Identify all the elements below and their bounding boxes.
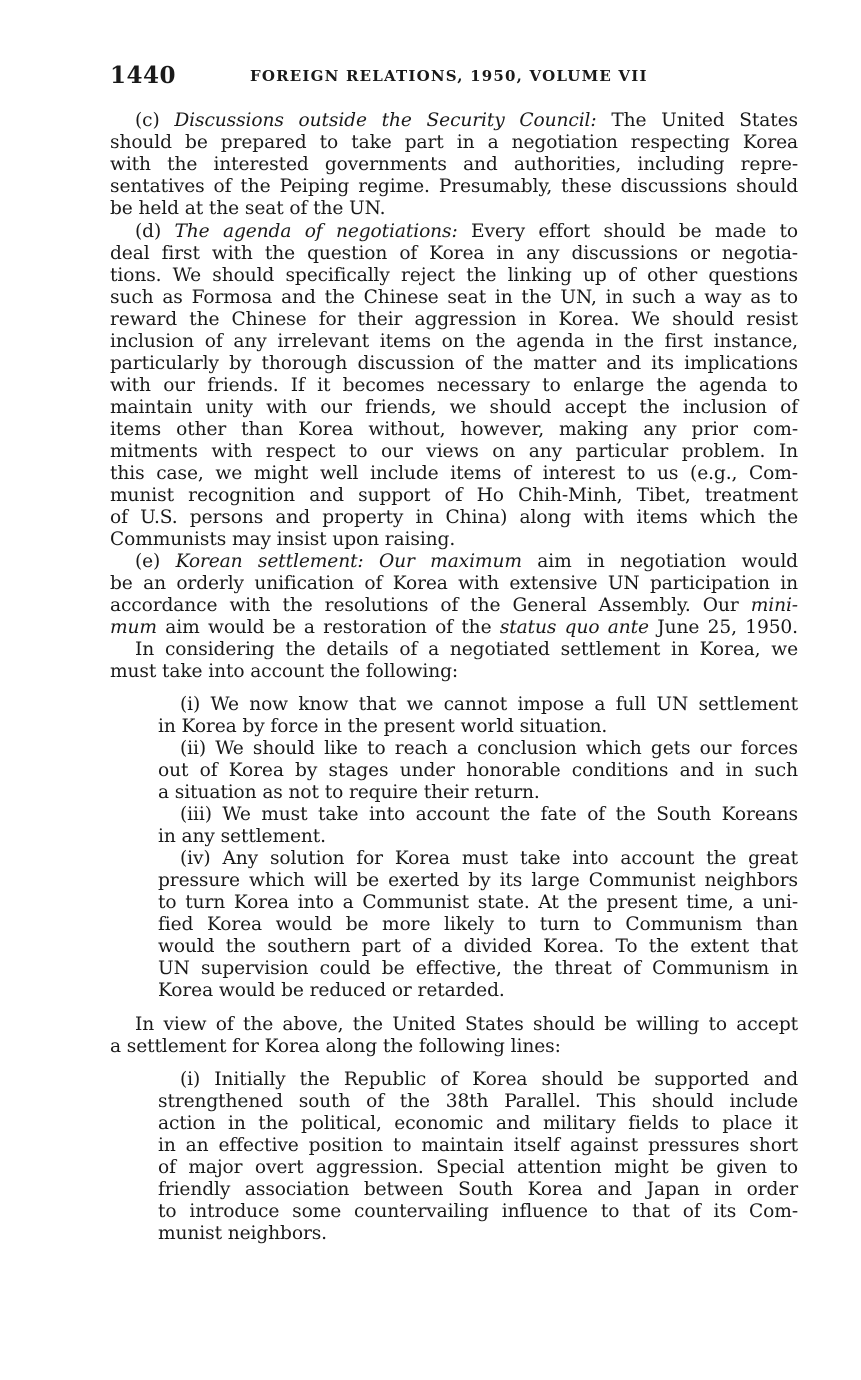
settlement-item-i-line: to introduce some countervailing influence to that of its Com- — [158, 1201, 798, 1222]
paragraph-c-line: sentatives of the Peiping regime. Presumably, these discussions should — [110, 176, 798, 197]
paragraph-c-line: with the interested governments and authorities, including repre- — [110, 154, 798, 175]
sub-item-iii-line: (iii) We must take into account the fate of the South Koreans — [180, 804, 798, 825]
settlement-item-i-line: strengthened south of the 38th Parallel. This should include — [158, 1091, 798, 1112]
sub-item-iv-line: (iv) Any solution for Korea must take into account the great — [180, 848, 798, 869]
sub-item-ii-line: out of Korea by stages under honorable conditions and in such — [158, 760, 798, 781]
paragraph-e-line: In considering the details of a negotiated settlement in Korea, we — [135, 639, 798, 660]
settlement-item-i-line: of major overt aggression. Special attention might be given to — [158, 1157, 798, 1178]
paragraph-e-line: must take into account the following: — [110, 661, 459, 682]
paragraph-d-line: tions. We should specifically reject the linking up of other questions — [110, 265, 798, 286]
paragraph-d-line: this case, we might well include items of interest to us (e.g., Com- — [110, 463, 798, 484]
settlement-item-i-line: in an effective position to maintain itself against pressures short — [158, 1135, 798, 1156]
paragraph-settlement-line: In view of the above, the United States should be willing to accept — [135, 1014, 798, 1035]
sub-item-iv-line: Korea would be reduced or retarded. — [158, 980, 505, 1001]
sub-item-iv-line: to turn Korea into a Communist state. At the present time, a uni- — [158, 892, 798, 913]
paragraph-d-line: particularly by thorough discussion of the matter and its implications — [110, 353, 798, 374]
page-number: 1440 — [110, 62, 177, 89]
paragraph-d-line: inclusion of any irrelevant items on the agenda in the first instance, — [110, 331, 798, 352]
paragraph-c-line: should be prepared to take part in a negotiation respecting Korea — [110, 132, 798, 153]
settlement-item-i-line: (i) Initially the Republic of Korea should be supported and — [180, 1069, 798, 1090]
page-header — [110, 62, 800, 90]
paragraph-d-line: of U.S. persons and property in China) along with items which the — [110, 507, 798, 528]
sub-item-iv-line: UN supervision could be effective, the threat of Communism in — [158, 958, 798, 979]
sub-item-ii-line: a situation as not to require their return. — [158, 782, 540, 803]
sub-item-i-line: in Korea by force in the present world situation. — [158, 716, 608, 737]
paragraph-d-line: munist recognition and support of Ho Chih-Minh, Tibet, treatment — [110, 485, 798, 506]
sub-item-iii-line: in any settlement. — [158, 826, 326, 847]
paragraph-d-line: maintain unity with our friends, we should accept the inclusion of — [110, 397, 798, 418]
sub-item-iv-line: fied Korea would be more likely to turn to Communism than — [158, 914, 798, 935]
paragraph-c-line: be held at the seat of the UN. — [110, 198, 386, 219]
paragraph-e-line: mum aim would be a restoration of the status quo ante June 25, 1950. — [110, 617, 798, 638]
paragraph-d-line: reward the Chinese for their aggression in Korea. We should resist — [110, 309, 798, 330]
paragraph-e-line: be an orderly unification of Korea with extensive UN participation in — [110, 573, 798, 594]
sub-item-iv-line: would the southern part of a divided Korea. To the extent that — [158, 936, 798, 957]
settlement-item-i-line: munist neighbors. — [158, 1223, 327, 1244]
paragraph-d-line: with our friends. If it becomes necessary to enlarge the agenda to — [110, 375, 798, 396]
settlement-item-i-line: friendly association between South Korea and Japan in order — [158, 1179, 798, 1200]
paragraph-d-line: items other than Korea without, however, making any prior com- — [110, 419, 798, 440]
sub-item-ii-line: (ii) We should like to reach a conclusion which gets our forces — [180, 738, 798, 759]
paragraph-d-line: (d) The agenda of negotiations: Every effort should be made to — [135, 221, 799, 242]
paragraph-e-line: accordance with the resolutions of the General Assembly. Our mini- — [110, 595, 798, 616]
sub-item-iv-line: pressure which will be exerted by its large Communist neighbors — [158, 870, 798, 891]
paragraph-d-line: deal first with the question of Korea in any discussions or negotia- — [110, 243, 798, 264]
settlement-item-i-line: action in the political, economic and military fields to place it — [158, 1113, 798, 1134]
paragraph-d-line: Communists may insist upon raising. — [110, 529, 456, 550]
paragraph-e-line: (e) Korean settlement: Our maximum aim in negotiation would — [135, 551, 798, 572]
paragraph-d-line: mitments with respect to our views on any particular problem. In — [110, 441, 798, 462]
paragraph-d-line: such as Formosa and the Chinese seat in the UN, in such a way as to — [110, 287, 798, 308]
sub-item-i-line: (i) We now know that we cannot impose a full UN settlement — [180, 694, 798, 715]
running-head: FOREIGN RELATIONS, 1950, VOLUME VII — [250, 67, 648, 85]
paragraph-c-line: (c) Discussions outside the Security Council: The United States — [135, 110, 798, 131]
paragraph-settlement-line: a settlement for Korea along the following lines: — [110, 1036, 561, 1057]
